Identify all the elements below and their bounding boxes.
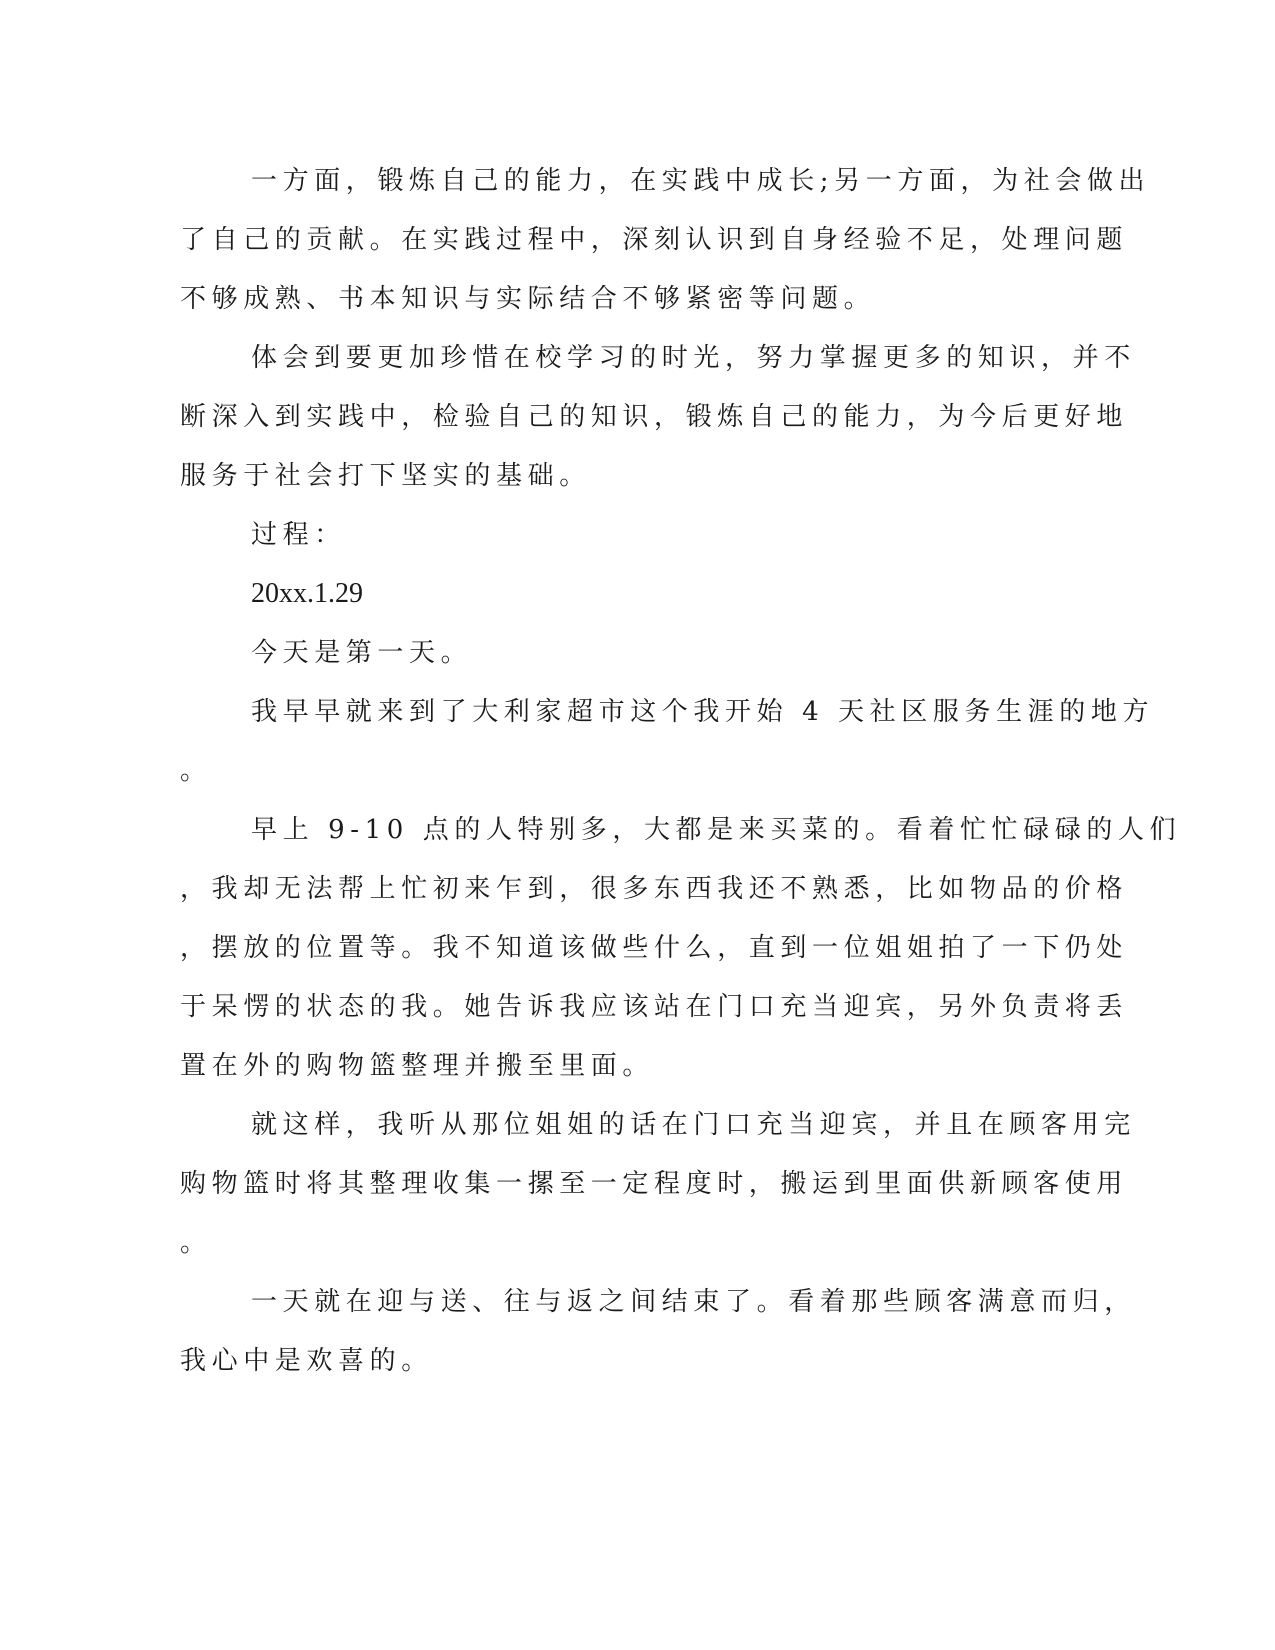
text-line: ，摆放的位置等。我不知道该做些什么，直到一位姐姐拍了一下仍处 — [180, 933, 1129, 963]
text-line: 服务于社会打下坚实的基础。 — [180, 461, 591, 491]
text-line: ，我却无法帮上忙初来乍到，很多东西我还不熟悉，比如物品的价格 — [180, 874, 1129, 904]
section-heading: 过程： — [251, 520, 346, 550]
text-line: 。 — [180, 1228, 212, 1258]
text-line: 于呆愣的状态的我。她告诉我应该站在门口充当迎宾，另外负责将丢 — [180, 992, 1129, 1022]
text-line: 一方面，锻炼自己的能力，在实践中成长;另一方面，为社会做出 — [251, 166, 1151, 196]
text-line: 购物篮时将其整理收集一摞至一定程度时，搬运到里面供新顾客使用 — [180, 1169, 1129, 1199]
text-line: 。 — [180, 756, 212, 786]
text-line: 不够成熟、书本知识与实际结合不够紧密等问题。 — [180, 284, 876, 314]
text-line: 我早早就来到了大利家超市这个我开始 4 天社区服务生涯的地方 — [251, 697, 1155, 727]
text-line: 了自己的贡献。在实践过程中，深刻认识到自身经验不足，处理问题 — [180, 225, 1129, 255]
text-line: 体会到要更加珍惜在校学习的时光，努力掌握更多的知识，并不 — [251, 343, 1136, 373]
text-line: 就这样，我听从那位姐姐的话在门口充当迎宾，并且在顾客用完 — [251, 1110, 1136, 1140]
text-line: 早上 9-10 点的人特别多，大都是来买菜的。看着忙忙碌碌的人们 — [251, 815, 1182, 845]
text-line: 我心中是欢喜的。 — [180, 1346, 433, 1376]
text-line: 一天就在迎与送、往与返之间结束了。看着那些顾客满意而归， — [251, 1287, 1136, 1317]
date-line: 20xx.1.29 — [251, 578, 363, 609]
text-line: 今天是第一天。 — [251, 638, 473, 668]
text-line: 断深入到实践中，检验自己的知识，锻炼自己的能力，为今后更好地 — [180, 402, 1129, 432]
text-line: 置在外的购物篮整理并搬至里面。 — [180, 1051, 655, 1081]
